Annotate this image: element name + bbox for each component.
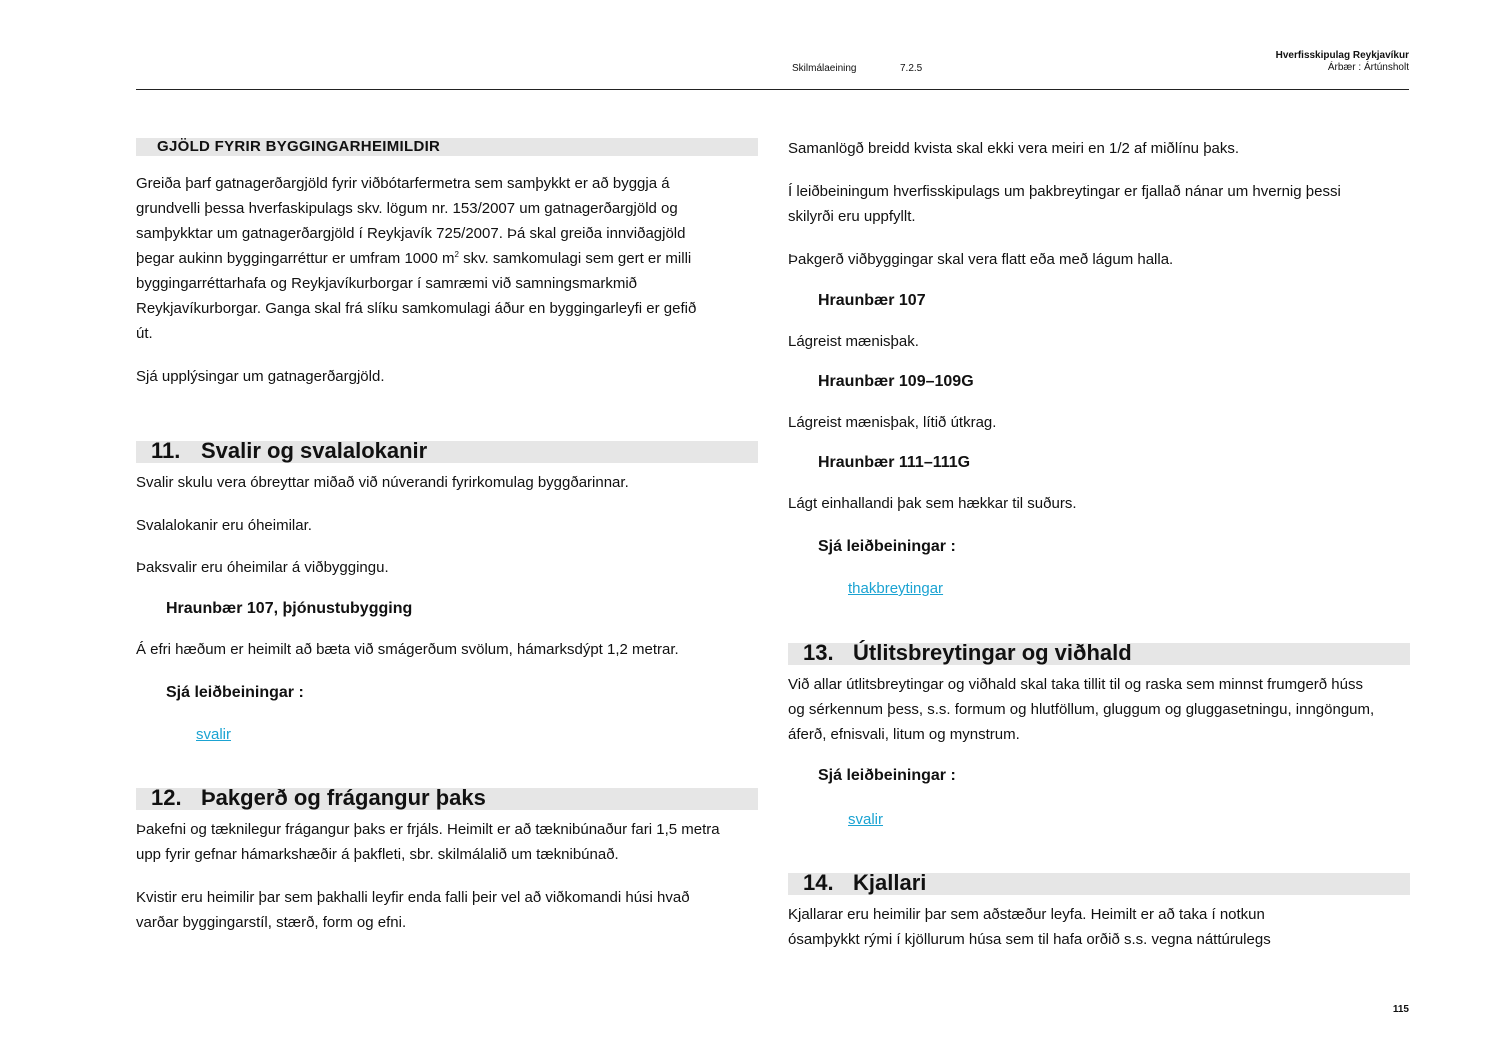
right-link-row-1	[788, 578, 1410, 600]
section-11-paragraph-1: Svalir skulu vera óbreyttar miðað við núverandi fyrirkomulag byggðarinnar.	[136, 474, 629, 491]
right-guide-heading-1: Sjá leiðbeiningar :	[818, 538, 956, 555]
section-13-paragraph-1: Við allar útlitsbreytingar og viðhald skal taka tillit til og raska sem minnst frumgerð húss og sérkennum þess, s.s. formum og hlutföllum, gluggum og gluggasetningu, inngöngum, áferð, efnisvali, litum og mynstrum.	[788, 676, 1375, 743]
link-svalir-2[interactable]: svalir	[848, 811, 884, 828]
section-11-paragraph-4: Á efri hæðum er heimilt að bæta við smágerðum svölum, hámarksdýpt 1,2 metrar.	[136, 641, 679, 658]
fees-heading: GJÖLD FYRIR BYGGINGARHEIMILDIR	[136, 138, 758, 156]
section-11-link-row	[136, 724, 758, 746]
section-13-number: 13.	[803, 640, 834, 665]
section-14-title: Kjallari	[853, 870, 927, 895]
header-divider	[136, 89, 1409, 90]
section-12-paragraph-1: Þakefni og tæknilegur frágangur þaks er frjáls. Heimilt er að tæknibúnaður fari 1,5 metra upp fyrir gefnar hámarkshæðir á þakfleti, sbr. skilmálalið um tæknibúnað.	[136, 821, 720, 863]
section-14-paragraph-1: Kjallarar eru heimilir þar sem aðstæður leyfa. Heimilt er að taka í notkun ósamþykkt rými í kjöllurum húsa sem til hafa orðið s.s. vegna náttúrulegs	[788, 906, 1271, 948]
right-paragraph-5: Lágreist mænisþak, lítið útkrag.	[788, 414, 997, 431]
section-11-heading	[136, 438, 758, 463]
section-13-guide-heading: Sjá leiðbeiningar :	[818, 767, 956, 784]
right-column	[788, 138, 1410, 952]
section-12-number: 12.	[151, 785, 182, 810]
section-13-link-row	[788, 809, 1410, 831]
building-heading-107: Hraunbær 107	[818, 292, 926, 309]
header-title-block	[1276, 50, 1409, 74]
section-12-paragraph-2: Kvistir eru heimilir þar sem þakhalli leyfir enda falli þeir vel að viðkomandi húsi hvað varðar byggingarstíl, stærð, form og efni.	[136, 889, 690, 931]
building-heading-111: Hraunbær 111–111G	[818, 454, 971, 471]
right-paragraph-6: Lágt einhallandi þak sem hækkar til suðurs.	[788, 495, 1077, 512]
section-11-paragraph-2: Svalalokanir eru óheimilar.	[136, 517, 312, 534]
section-13-heading	[788, 640, 1410, 665]
section-14-number: 14.	[803, 870, 834, 895]
right-paragraph-3: Þakgerð viðbyggingar skal vera flatt eða með lágum halla.	[788, 251, 1174, 268]
fees-paragraph-2: Sjá upplýsingar um gatnagerðargjöld.	[136, 368, 385, 385]
section-11-guide-heading: Sjá leiðbeiningar :	[166, 684, 304, 701]
header-section-label: Skilmálaeining	[792, 63, 857, 74]
right-paragraph-4: Lágreist mænisþak.	[788, 333, 919, 350]
right-paragraph-1: Samanlögð breidd kvista skal ekki vera meiri en 1/2 af miðlínu þaks.	[788, 140, 1240, 157]
header-section-number: 7.2.5	[900, 63, 923, 74]
section-14-heading	[788, 870, 1410, 895]
building-heading-109: Hraunbær 109–109G	[818, 373, 974, 390]
section-11-number: 11.	[151, 438, 181, 463]
section-11-paragraph-3: Þaksvalir eru óheimilar á viðbyggingu.	[136, 559, 389, 576]
section-13-title: Útlitsbreytingar og viðhald	[853, 640, 1132, 665]
left-column	[136, 138, 758, 935]
header-title: Hverfisskipulag Reykjavíkur	[1275, 50, 1409, 61]
link-thakbreytingar[interactable]: thakbreytingar	[848, 580, 944, 597]
section-12-title: Þakgerð og frágangur þaks	[201, 785, 486, 810]
right-paragraph-2: Í leiðbeiningum hverfisskipulags um þakbreytingar er fjallað nánar um hvernig þessi skilyrði eru uppfyllt.	[788, 183, 1341, 225]
page-number: 115	[1392, 1004, 1409, 1015]
section-11-building-heading: Hraunbær 107, þjónustubygging	[166, 600, 413, 617]
section-11-title: Svalir og svalalokanir	[201, 438, 428, 463]
fees-paragraph-1: Greiða þarf gatnagerðargjöld fyrir viðbótarfermetra sem samþykkt er að byggja á grundvelli þessa hverfaskipulags skv. lögum nr. 153/2007 um gatnagerðargjöld og samþykktar um gatnagerðargjöld í Reykjavík 725/2007. Þá skal greiða innviðagjöld þegar aukinn byggingarréttur er umfram 1000 $m^2$ skv. samkomulagi sem gert er milli byggingarréttarhafa og Reykjavíkurborgar í samræmi við samningsmarkmið Reykjavíkurborgar. Ganga skal frá slíku samkomulagi áður en byggingarleyfi er gefið út.	[136, 175, 697, 342]
link-svalir[interactable]: svalir	[196, 726, 232, 743]
header-subtitle: Árbær : Ártúnsholt	[1327, 62, 1409, 73]
section-12-heading	[136, 785, 758, 810]
